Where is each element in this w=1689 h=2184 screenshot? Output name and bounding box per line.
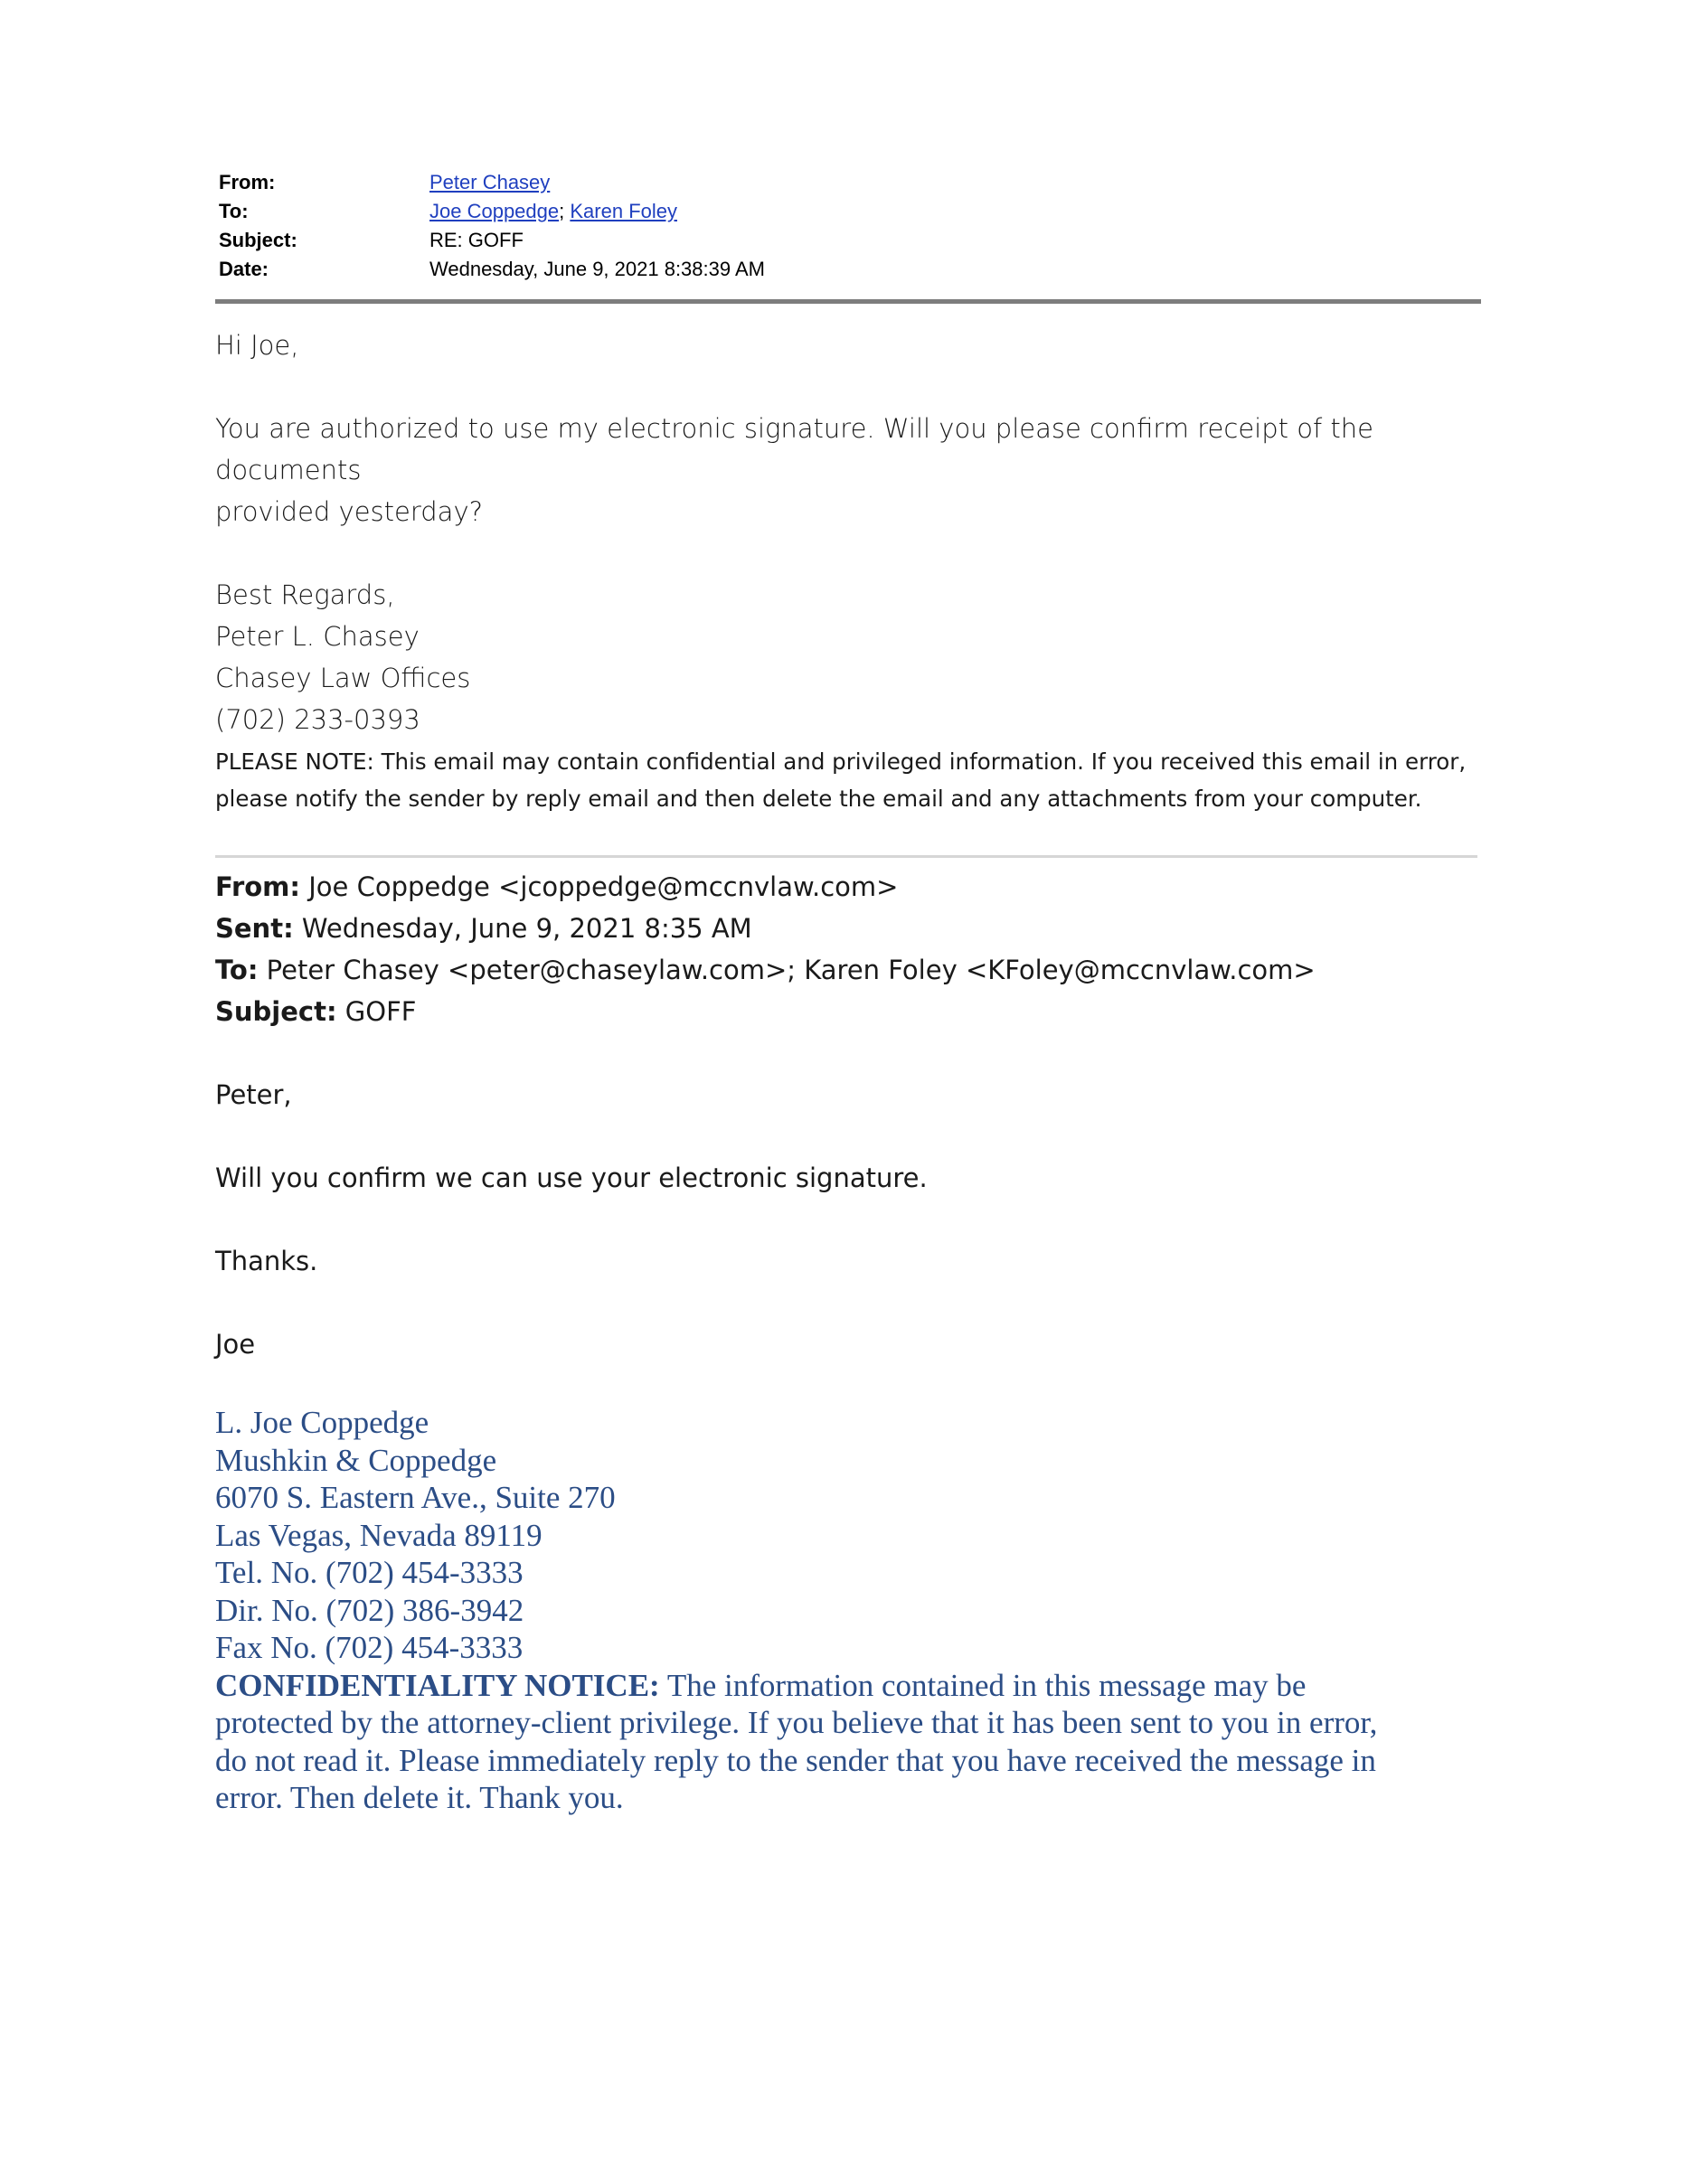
header-to-value bbox=[429, 197, 677, 226]
recipient-link-joe[interactable]: Joe Coppedge bbox=[429, 200, 560, 222]
privacy-note-line-2: please notify the sender by reply email and then delete the email and any attachments from your computer. bbox=[215, 786, 1422, 812]
original-to-label: To: bbox=[215, 955, 259, 985]
header-subject-label: Subject: bbox=[219, 229, 297, 251]
original-from-label: From: bbox=[215, 871, 300, 902]
signature-dir: Dir. No. (702) 386-3942 bbox=[215, 1592, 524, 1628]
original-thanks: Thanks. bbox=[215, 1246, 318, 1276]
header-from-label: From: bbox=[219, 171, 276, 193]
original-to-value: Peter Chasey <peter@chaseylaw.com>; Karen Foley <KFoley@mccnvlaw.com> bbox=[258, 955, 1316, 985]
original-subject-row bbox=[215, 991, 1499, 1032]
header-date-row bbox=[219, 255, 1485, 284]
header-date-value: Wednesday, June 9, 2021 8:38:39 AM bbox=[429, 258, 766, 280]
reply-sender-name: Peter L. Chasey bbox=[215, 621, 420, 652]
confidentiality-notice-line-2: protected by the attorney-client privilege. If you believe that it has been sent to you in error, bbox=[215, 1705, 1378, 1740]
signature-tel: Tel. No. (702) 454-3333 bbox=[215, 1555, 524, 1590]
original-subject-label: Subject: bbox=[215, 996, 337, 1027]
original-sent-value: Wednesday, June 9, 2021 8:35 AM bbox=[293, 913, 752, 944]
original-body: Will you confirm we can use your electronic signature. bbox=[215, 1163, 928, 1193]
reply-greeting: Hi Joe, bbox=[215, 330, 299, 361]
sender-link[interactable]: Peter Chasey bbox=[429, 171, 551, 193]
original-from-row bbox=[215, 866, 1499, 908]
reply-line-1: You are authorized to use my electronic signature. Will you please confirm receipt of the documents bbox=[215, 413, 1373, 485]
original-greeting: Peter, bbox=[215, 1079, 292, 1110]
signature-firm: Mushkin & Coppedge bbox=[215, 1442, 497, 1478]
quoted-message-divider bbox=[215, 855, 1477, 858]
confidentiality-notice-line-4: error. Then delete it. Thank you. bbox=[215, 1780, 624, 1815]
header-from-value bbox=[429, 168, 550, 197]
lawyer-signature bbox=[215, 1404, 1481, 1817]
confidentiality-notice-text-1: The information contained in this message may be bbox=[659, 1667, 1307, 1703]
confidentiality-notice-line-1 bbox=[215, 1667, 1481, 1705]
confidentiality-notice-label: CONFIDENTIALITY NOTICE: bbox=[215, 1667, 660, 1703]
reply-closing: Best Regards, bbox=[215, 579, 395, 610]
header-to-label: To: bbox=[219, 200, 249, 222]
signature-name: L. Joe Coppedge bbox=[215, 1405, 429, 1440]
privacy-note-line-1: PLEASE NOTE: This email may contain confidential and privileged information. If you received this email in error, bbox=[215, 748, 1467, 775]
header-subject-row bbox=[219, 226, 1485, 255]
original-from-value: Joe Coppedge <jcoppedge@mccnvlaw.com> bbox=[300, 871, 899, 902]
original-sent-row bbox=[215, 908, 1499, 949]
confidentiality-notice-line-3: do not read it. Please immediately reply to the sender that you have received the message in bbox=[215, 1742, 1376, 1778]
recipient-separator: ; bbox=[559, 200, 565, 222]
reply-line-2: provided yesterday? bbox=[215, 496, 484, 527]
original-sign: Joe bbox=[215, 1329, 256, 1360]
header-subject-value: RE: GOFF bbox=[429, 229, 524, 251]
reply-sender-firm: Chasey Law Offices bbox=[215, 663, 471, 693]
header-date-label: Date: bbox=[219, 258, 269, 280]
signature-address-1: 6070 S. Eastern Ave., Suite 270 bbox=[215, 1480, 616, 1515]
header-to-row bbox=[219, 197, 1485, 226]
original-sent-label: Sent: bbox=[215, 913, 294, 944]
header-from-row bbox=[219, 168, 1485, 197]
privacy-note bbox=[215, 743, 1499, 817]
reply-sender-phone: (702) 233-0393 bbox=[215, 704, 420, 735]
original-message bbox=[215, 866, 1499, 1365]
recipient-link-karen[interactable]: Karen Foley bbox=[570, 200, 677, 222]
signature-address-2: Las Vegas, Nevada 89119 bbox=[215, 1517, 543, 1553]
signature-fax: Fax No. (702) 454-3333 bbox=[215, 1630, 524, 1665]
email-header bbox=[219, 168, 1485, 284]
reply-body bbox=[215, 325, 1499, 740]
original-to-row bbox=[215, 949, 1499, 991]
original-subject-value: GOFF bbox=[336, 996, 417, 1027]
header-divider bbox=[215, 299, 1481, 304]
